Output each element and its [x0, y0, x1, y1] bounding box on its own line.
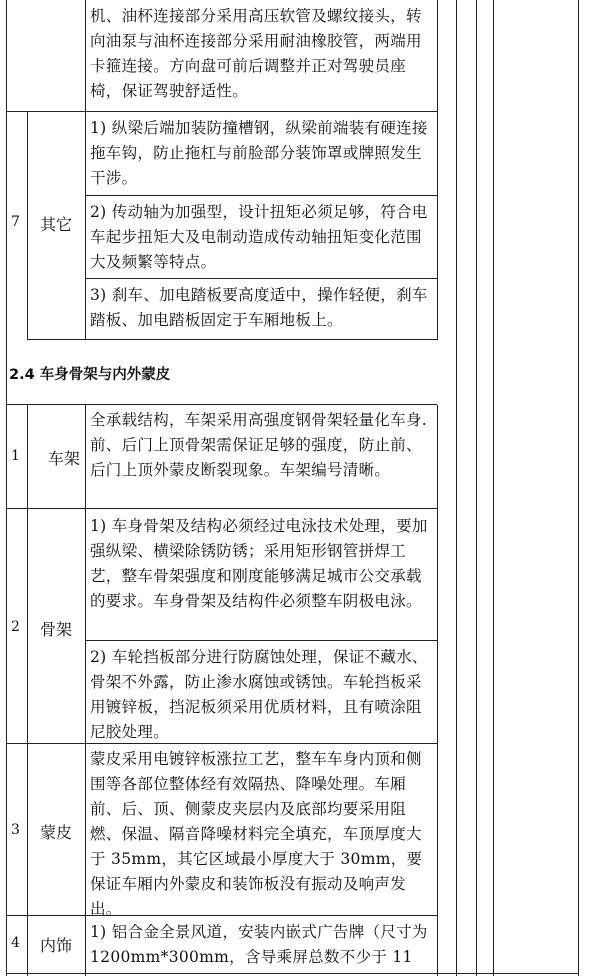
table-border-left — [6, 0, 7, 976]
row-7-number: 7 — [11, 214, 20, 230]
table-divider-content — [437, 0, 438, 340]
row-4-text: 1) 铝合金全景风道，安装内嵌式广告牌（尺寸为 1200mm*300mm，含导乘屏总数不少于 11 — [90, 923, 428, 966]
row-border — [6, 111, 437, 112]
row-7-item-1: 1) 纵梁后端加装防撞槽钢，纵梁前端装有硬连接拖车钩，防止拖杠与前脸部分装饰罩或牌照发生干涉。 — [90, 119, 428, 187]
row-1-text: 全承载结构，车架采用高强度钢骨架轻量化车身. 前、后门上顶骨架需保证足够的强度，防止前、后门上顶外蒙皮断裂现象。车架编号清晰。 — [90, 411, 428, 479]
row-1-name: 车架 — [48, 449, 81, 468]
row-3-text: 蒙皮采用电镀锌板涨拉工艺，整车车身内顶和侧围等各部位整体经有效隔热、降噪处理。车厢前、后、顶、侧蒙皮夹层内及底部均要采用阻燃、保温、隔音降噪材料完全填充，车顶厚度大于 35mm，其它区域最小厚度大于 30mm，要保证车厢内外蒙皮和装饰板没有振动及响声发出。 — [90, 750, 423, 918]
table-divider-num — [27, 111, 28, 339]
row-border — [6, 508, 437, 509]
row-2-name: 骨架 — [40, 620, 73, 639]
table-column-line — [578, 0, 579, 976]
row-7-item-2: 2) 传动轴为加强型，设计扭矩必须足够，符合电车起步扭矩大及电制动造成传动轴扭矩变化范围大及频繁等特点。 — [90, 203, 428, 271]
table-column-line — [493, 0, 494, 976]
table-column-line — [476, 0, 477, 976]
table-column-line — [456, 0, 457, 976]
row-border — [85, 640, 437, 641]
row-border — [85, 278, 437, 279]
table-divider-name — [85, 0, 86, 340]
row-4-name: 内饰 — [40, 936, 73, 955]
table-divider-num — [27, 405, 28, 976]
row-2-number: 2 — [11, 619, 20, 635]
row-4-number: 4 — [11, 935, 20, 951]
table-divider-name — [85, 405, 86, 976]
row-7-name: 其它 — [40, 215, 73, 234]
row-2-item-2: 2) 车轮挡板部分进行防腐蚀处理，保证不藏水、骨架不外露，防止渗水腐蚀或锈蚀。车轮挡板采用镀锌板，挡泥板须采用优质材料，且有喷涂阻尼胶处理。 — [90, 648, 428, 741]
row-border — [27, 339, 437, 340]
section-title: 2.4 车身骨架与内外蒙皮 — [9, 367, 171, 383]
row-border — [85, 195, 437, 196]
row-1-number: 1 — [11, 448, 20, 464]
row-3-number: 3 — [11, 822, 20, 838]
table-divider-content — [437, 405, 438, 976]
continued-cell-text: 机、油杯连接部分采用高压软管及螺纹接头，转向油泵与油杯连接部分采用耐油橡胶管，两端用卡箍连接。方向盘可前后调整并正对驾驶员座椅，保证驾驶舒适性。 — [90, 7, 422, 100]
page-bottom-edge — [6, 973, 578, 974]
row-3-name: 蒙皮 — [40, 823, 73, 842]
row-2-item-1: 1) 车身骨架及结构必须经过电泳技术处理，要加强纵梁、横梁除锈防锈；采用矩形钢管拼焊工艺，整车骨架强度和刚度能够满足城市公交承载的要求。车身骨架及结构件必须整车阴极电泳。 — [90, 517, 428, 610]
row-border — [6, 404, 437, 405]
row-7-item-3: 3) 刹车、加电踏板要高度适中，操作轻便，刹车踏板、加电踏板固定于车厢地板上。 — [90, 286, 428, 329]
